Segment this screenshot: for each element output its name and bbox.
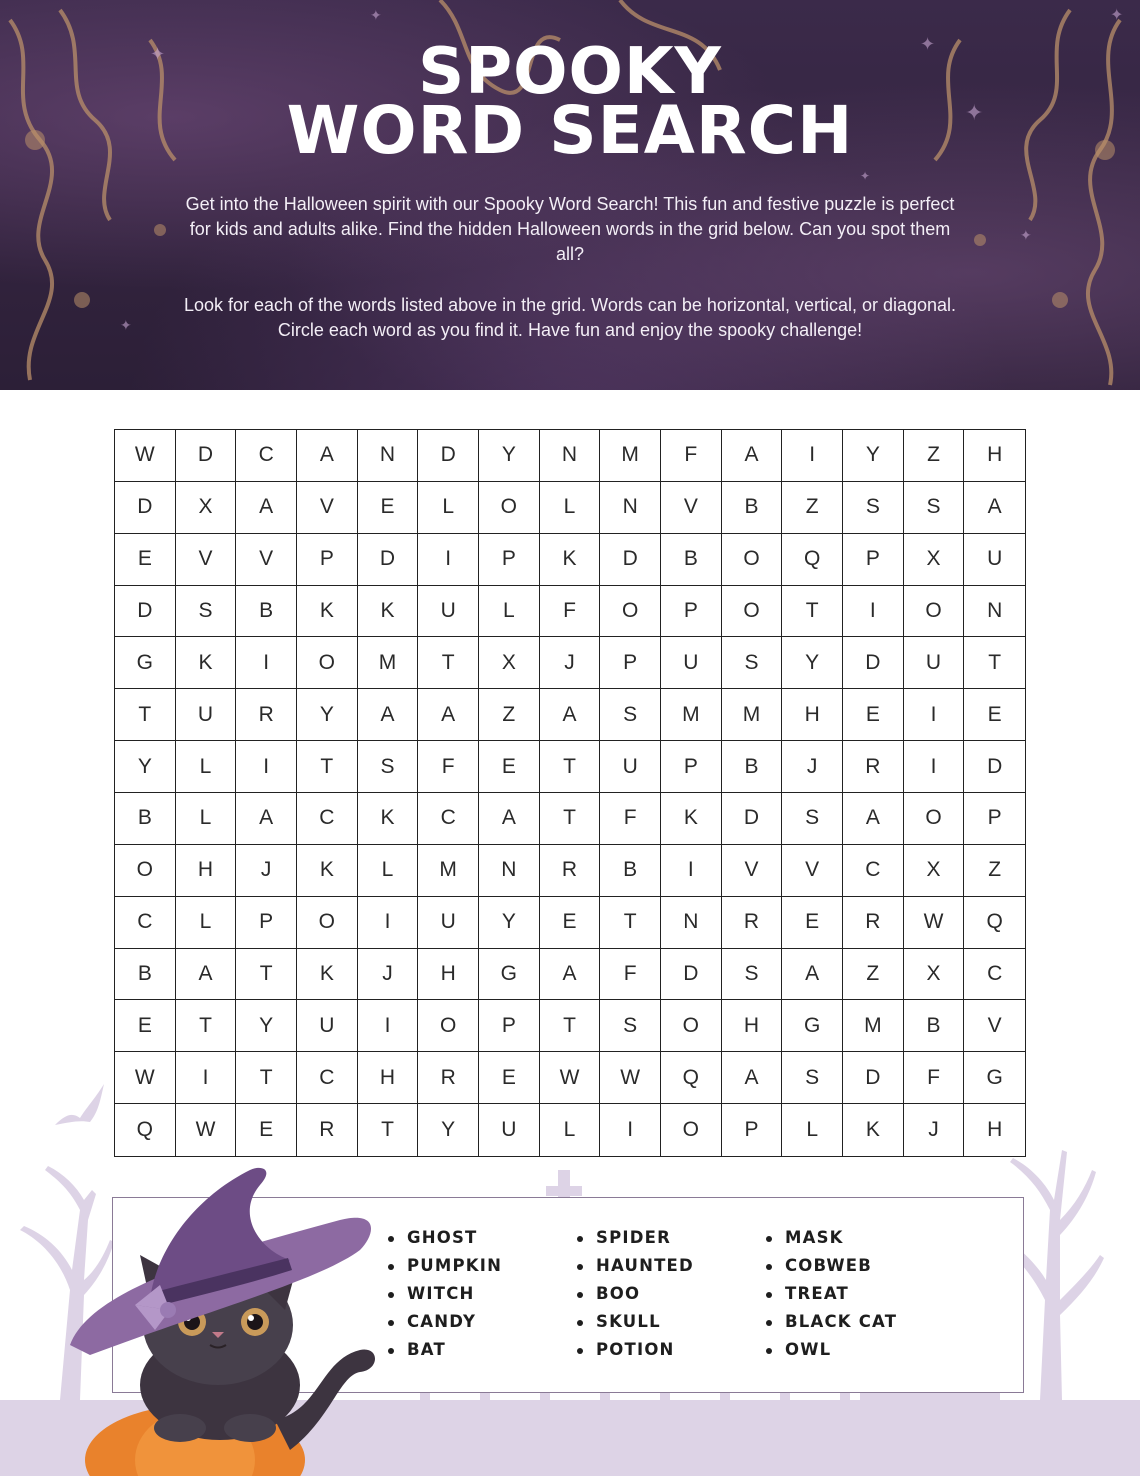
grid-cell[interactable]: V [297, 482, 358, 534]
grid-cell[interactable]: S [358, 741, 419, 793]
grid-cell[interactable]: L [782, 1104, 843, 1156]
grid-cell[interactable]: J [782, 741, 843, 793]
grid-cell[interactable]: O [722, 534, 783, 586]
grid-cell[interactable]: C [418, 793, 479, 845]
grid-cell[interactable]: H [418, 949, 479, 1001]
grid-cell[interactable]: E [115, 534, 176, 586]
grid-cell[interactable]: A [964, 482, 1025, 534]
grid-cell[interactable]: I [236, 741, 297, 793]
grid-cell[interactable]: U [297, 1000, 358, 1052]
grid-cell[interactable]: A [176, 949, 237, 1001]
grid-cell[interactable]: Y [782, 637, 843, 689]
grid-cell[interactable]: A [540, 689, 601, 741]
grid-cell[interactable]: A [418, 689, 479, 741]
svg-text:✦: ✦ [1020, 228, 1032, 244]
grid-cell[interactable]: N [479, 845, 540, 897]
word-list-item: MASK [763, 1224, 897, 1252]
grid-cell[interactable]: D [722, 793, 783, 845]
grid-cell[interactable]: Y [297, 689, 358, 741]
grid-cell[interactable]: T [540, 741, 601, 793]
grid-cell[interactable]: H [987, 1118, 1003, 1142]
grid-cell[interactable]: Q [782, 534, 843, 586]
instructions-paragraph: Look for each of the words listed above in the grid. Words can be horizontal, vertical, or diagonal. Circle each word as you find it. Have fun and enjoy the spooky challenge! [183, 295, 957, 340]
svg-text:✦: ✦ [965, 101, 984, 126]
grid-cell[interactable]: I [782, 430, 843, 482]
grid-cell[interactable]: F [540, 586, 601, 638]
grid-cell[interactable]: T [540, 793, 601, 845]
header-banner [0, 0, 1140, 390]
grid-cell[interactable]: S [904, 482, 965, 534]
grid-cell[interactable]: D [115, 482, 176, 534]
grid-cell[interactable]: H [176, 845, 237, 897]
grid-cell[interactable]: S [176, 586, 237, 638]
grid-cell[interactable]: U [418, 897, 479, 949]
grid-cell[interactable]: K [297, 586, 358, 638]
grid-cell[interactable]: D [115, 586, 176, 638]
grid-cell[interactable]: K [661, 793, 722, 845]
grid-cell[interactable]: K [540, 534, 601, 586]
grid-cell[interactable]: H [358, 1052, 419, 1104]
grid-cell[interactable]: G [115, 637, 176, 689]
grid-cell[interactable]: C [297, 1052, 358, 1104]
grid-cell[interactable]: A [358, 689, 419, 741]
grid-cell[interactable]: L [176, 741, 237, 793]
grid-cell[interactable]: I [843, 586, 904, 638]
grid-cell[interactable]: F [904, 1052, 965, 1104]
grid-cell[interactable]: V [964, 1000, 1025, 1052]
word-list-item: POTION [574, 1336, 694, 1364]
grid-cell[interactable]: P [843, 534, 904, 586]
grid-cell[interactable]: T [236, 1052, 297, 1104]
grid-cell[interactable]: W [540, 1052, 601, 1104]
grid-cell[interactable]: R [418, 1052, 479, 1104]
grid-cell[interactable]: N [600, 482, 661, 534]
grid-cell[interactable]: A [236, 482, 297, 534]
grid-cell[interactable]: M [600, 430, 661, 482]
grid-cell[interactable]: O [297, 897, 358, 949]
grid-cell[interactable]: P [236, 897, 297, 949]
grid-cell[interactable]: S [722, 637, 783, 689]
grid-cell[interactable]: V [782, 845, 843, 897]
grid-cell[interactable]: M [418, 845, 479, 897]
grid-cell[interactable]: O [904, 793, 965, 845]
grid-cell[interactable]: G [964, 1052, 1025, 1104]
grid-cell[interactable]: E [115, 1000, 176, 1052]
grid-cell[interactable]: W [176, 1104, 237, 1156]
grid-cell[interactable]: P [722, 1104, 783, 1156]
grid-cell[interactable]: R [236, 689, 297, 741]
grid-cell[interactable]: Z [782, 482, 843, 534]
grid-cell[interactable]: L [358, 845, 419, 897]
grid-cell[interactable]: J [358, 949, 419, 1001]
word-list-item: BOO [574, 1280, 694, 1308]
grid-cell[interactable]: E [843, 689, 904, 741]
grid-cell[interactable]: T [297, 741, 358, 793]
grid-cell[interactable]: K [297, 949, 358, 1001]
word-list-item: PUMPKIN [385, 1252, 502, 1280]
grid-cell[interactable]: W [600, 1052, 661, 1104]
grid-cell[interactable]: P [297, 534, 358, 586]
grid-cell[interactable]: E [358, 482, 419, 534]
grid-cell[interactable]: K [297, 845, 358, 897]
grid-cell[interactable]: T [600, 897, 661, 949]
title-line-1: SPOOKY [418, 35, 722, 109]
word-list-item: GHOST [385, 1224, 502, 1252]
grid-cell[interactable]: C [297, 793, 358, 845]
grid-cell[interactable]: J [540, 637, 601, 689]
grid-cell[interactable]: F [661, 430, 722, 482]
grid-cell[interactable]: O [479, 482, 540, 534]
grid-cell[interactable]: F [600, 793, 661, 845]
grid-cell[interactable]: B [722, 741, 783, 793]
svg-text:✦: ✦ [150, 44, 166, 65]
grid-cell[interactable]: Y [843, 430, 904, 482]
grid-cell[interactable]: E [782, 897, 843, 949]
grid-cell[interactable]: I [661, 845, 722, 897]
svg-text:✦: ✦ [860, 169, 871, 183]
grid-cell[interactable]: G [782, 1000, 843, 1052]
grid-cell[interactable]: X [904, 534, 965, 586]
grid-cell[interactable]: X [176, 482, 237, 534]
svg-text:✦: ✦ [370, 8, 382, 24]
grid-cell[interactable]: B [661, 534, 722, 586]
grid-cell[interactable]: O [115, 845, 176, 897]
grid-cell[interactable]: D [418, 430, 479, 482]
grid-cell[interactable]: T [418, 637, 479, 689]
grid-cell[interactable]: A [479, 793, 540, 845]
grid-cell[interactable]: I [600, 1104, 661, 1156]
grid-cell[interactable]: I [904, 689, 965, 741]
word-list-column-3 [763, 1224, 897, 1364]
grid-cell[interactable]: P [661, 741, 722, 793]
grid-cell[interactable]: C [964, 949, 1025, 1001]
grid-cell[interactable]: R [843, 741, 904, 793]
grid-cell[interactable]: I [904, 741, 965, 793]
grid-cell[interactable]: O [904, 586, 965, 638]
grid-cell[interactable]: Y [236, 1000, 297, 1052]
grid-cell[interactable]: V [722, 845, 783, 897]
grid-cell[interactable]: N [358, 430, 419, 482]
grid-cell[interactable]: W [904, 897, 965, 949]
grid-cell[interactable]: Q [964, 897, 1025, 949]
grid-cell[interactable]: S [843, 482, 904, 534]
grid-cell[interactable]: X [904, 845, 965, 897]
grid-cell[interactable]: F [600, 949, 661, 1001]
grid-cell[interactable]: U [964, 534, 1025, 586]
word-search-grid [114, 429, 1026, 1157]
grid-cell[interactable]: O [661, 1000, 722, 1052]
grid-cell[interactable]: Z [843, 949, 904, 1001]
grid-cell[interactable]: A [722, 430, 783, 482]
word-list-item: SPIDER [574, 1224, 694, 1252]
grid-cell[interactable]: B [904, 1000, 965, 1052]
grid-cell[interactable]: V [236, 534, 297, 586]
grid-cell[interactable]: D [358, 534, 419, 586]
grid-cell[interactable]: U [176, 689, 237, 741]
grid-cell[interactable]: C [236, 430, 297, 482]
grid-cell[interactable]: P [479, 534, 540, 586]
grid-cell[interactable]: K [843, 1104, 904, 1156]
grid-cell[interactable]: Z [479, 689, 540, 741]
grid-cell[interactable]: M [843, 1000, 904, 1052]
word-list-column-1 [385, 1224, 502, 1364]
grid-cell[interactable]: R [722, 897, 783, 949]
grid-cell[interactable]: L [540, 482, 601, 534]
grid-cell[interactable]: R [843, 897, 904, 949]
grid-cell[interactable]: U [600, 741, 661, 793]
grid-cell[interactable]: R [540, 845, 601, 897]
grid-cell[interactable]: O [600, 586, 661, 638]
grid-cell[interactable]: F [418, 741, 479, 793]
grid-cell[interactable]: J [236, 845, 297, 897]
grid-cell[interactable]: U [479, 1104, 540, 1156]
grid-cell[interactable]: T [358, 1104, 419, 1156]
grid-cell[interactable]: E [479, 741, 540, 793]
grid-cell[interactable]: E [236, 1104, 297, 1156]
grid-cell[interactable]: U [661, 637, 722, 689]
grid-cell[interactable]: O [661, 1104, 722, 1156]
grid-cell[interactable]: G [479, 949, 540, 1001]
grid-cell[interactable]: Z [964, 845, 1025, 897]
grid-cell[interactable]: V [176, 534, 237, 586]
grid-cell[interactable]: I [176, 1052, 237, 1104]
witch-cat-illustration [60, 1160, 380, 1476]
grid-cell[interactable]: A [236, 793, 297, 845]
grid-cell[interactable]: Z [904, 430, 965, 482]
word-list-item: HAUNTED [574, 1252, 694, 1280]
grid-cell[interactable]: S [600, 1000, 661, 1052]
grid-cell[interactable]: I [418, 534, 479, 586]
word-list-item: COBWEB [763, 1252, 897, 1280]
grid-cell[interactable]: V [661, 482, 722, 534]
grid-cell[interactable]: H [964, 430, 1025, 482]
grid-cell[interactable]: Y [479, 897, 540, 949]
grid-cell[interactable]: D [600, 534, 661, 586]
grid-cell[interactable]: O [418, 1000, 479, 1052]
grid-cell[interactable]: J [904, 1104, 965, 1156]
word-list-item: TREAT [763, 1280, 897, 1308]
grid-cell[interactable]: C [115, 897, 176, 949]
grid-cell[interactable]: E [479, 1052, 540, 1104]
grid-cell[interactable]: I [358, 897, 419, 949]
grid-cell[interactable]: A [722, 1052, 783, 1104]
grid-cell[interactable]: Q [115, 1104, 176, 1156]
svg-text:✦: ✦ [120, 318, 132, 334]
word-list-item: WITCH [385, 1280, 502, 1308]
grid-cell[interactable]: S [782, 1052, 843, 1104]
grid-cell[interactable]: P [661, 586, 722, 638]
intro-paragraph: Get into the Halloween spirit with our Spooky Word Search! This fun and festive puzzle is perfect for kids and adults alike. Find the hidden Halloween words in the grid below. Can you spot them all? [185, 194, 955, 264]
grid-cell[interactable]: M [358, 637, 419, 689]
grid-cell[interactable]: S [600, 689, 661, 741]
grid-cell[interactable]: L [418, 482, 479, 534]
grid-cell[interactable]: H [722, 1000, 783, 1052]
grid-cell[interactable]: L [176, 793, 237, 845]
word-list-item: BLACK CAT [763, 1308, 897, 1336]
grid-cell[interactable]: N [661, 897, 722, 949]
grid-cell[interactable]: I [358, 1000, 419, 1052]
grid-cell[interactable]: E [540, 897, 601, 949]
svg-text:✦: ✦ [1110, 5, 1124, 24]
grid-cell[interactable]: T [964, 637, 1025, 689]
grid-cell[interactable]: X [479, 637, 540, 689]
grid-cell[interactable]: K [358, 586, 419, 638]
word-list-item: CANDY [385, 1308, 502, 1336]
grid-cell[interactable]: B [115, 949, 176, 1001]
grid-cell[interactable]: L [479, 586, 540, 638]
grid-cell[interactable]: A [782, 949, 843, 1001]
grid-cell[interactable]: S [782, 793, 843, 845]
grid-cell[interactable]: D [661, 949, 722, 1001]
grid-cell[interactable]: T [236, 949, 297, 1001]
grid-cell[interactable]: W [115, 430, 176, 482]
word-list-item: SKULL [574, 1308, 694, 1336]
grid-cell[interactable]: L [540, 1104, 601, 1156]
grid-cell[interactable]: H [782, 689, 843, 741]
grid-cell[interactable]: D [964, 741, 1025, 793]
grid-cell[interactable]: M [661, 689, 722, 741]
grid-cell[interactable]: A [297, 430, 358, 482]
grid-cell[interactable]: X [904, 949, 965, 1001]
grid-cell[interactable]: M [722, 689, 783, 741]
grid-cell[interactable]: C [843, 845, 904, 897]
svg-text:✦: ✦ [920, 34, 936, 55]
grid-cell[interactable]: I [236, 637, 297, 689]
grid-cell[interactable]: N [964, 586, 1025, 638]
grid-cell[interactable]: B [236, 586, 297, 638]
grid-cell[interactable]: K [358, 793, 419, 845]
word-list-item: BAT [385, 1336, 502, 1364]
grid-cell[interactable]: Q [661, 1052, 722, 1104]
grid-cell[interactable]: O [297, 637, 358, 689]
grid-cell[interactable]: B [115, 793, 176, 845]
word-list-item: OWL [763, 1336, 897, 1364]
grid-cell[interactable]: Y [479, 430, 540, 482]
title-line-2: WORD SEARCH [286, 92, 854, 169]
grid-cell[interactable]: U [904, 637, 965, 689]
grid-cell[interactable]: T [540, 1000, 601, 1052]
grid-cell[interactable]: Y [115, 741, 176, 793]
grid-cell[interactable]: D [843, 637, 904, 689]
grid-cell[interactable]: P [479, 1000, 540, 1052]
grid-cell[interactable]: T [115, 689, 176, 741]
grid-cell[interactable]: W [115, 1052, 176, 1104]
grid-cell[interactable]: T [176, 1000, 237, 1052]
grid-cell[interactable]: E [964, 689, 1025, 741]
word-list-column-2 [574, 1224, 694, 1364]
grid-cell[interactable]: D [843, 1052, 904, 1104]
grid-cell[interactable]: B [600, 845, 661, 897]
grid-cell[interactable]: P [600, 637, 661, 689]
grid-cell[interactable]: A [843, 793, 904, 845]
grid-cell[interactable]: A [540, 949, 601, 1001]
grid-cell[interactable]: Y [418, 1104, 479, 1156]
grid-cell[interactable]: D [176, 430, 237, 482]
grid-cell[interactable]: B [722, 482, 783, 534]
grid-cell[interactable]: U [418, 586, 479, 638]
grid-cell[interactable]: P [964, 793, 1025, 845]
grid-cell[interactable]: K [176, 637, 237, 689]
grid-cell[interactable]: T [782, 586, 843, 638]
grid-cell[interactable]: S [722, 949, 783, 1001]
grid-cell[interactable]: O [722, 586, 783, 638]
grid-cell[interactable]: N [540, 430, 601, 482]
grid-cell[interactable]: R [297, 1104, 358, 1156]
grid-cell[interactable]: L [176, 897, 237, 949]
